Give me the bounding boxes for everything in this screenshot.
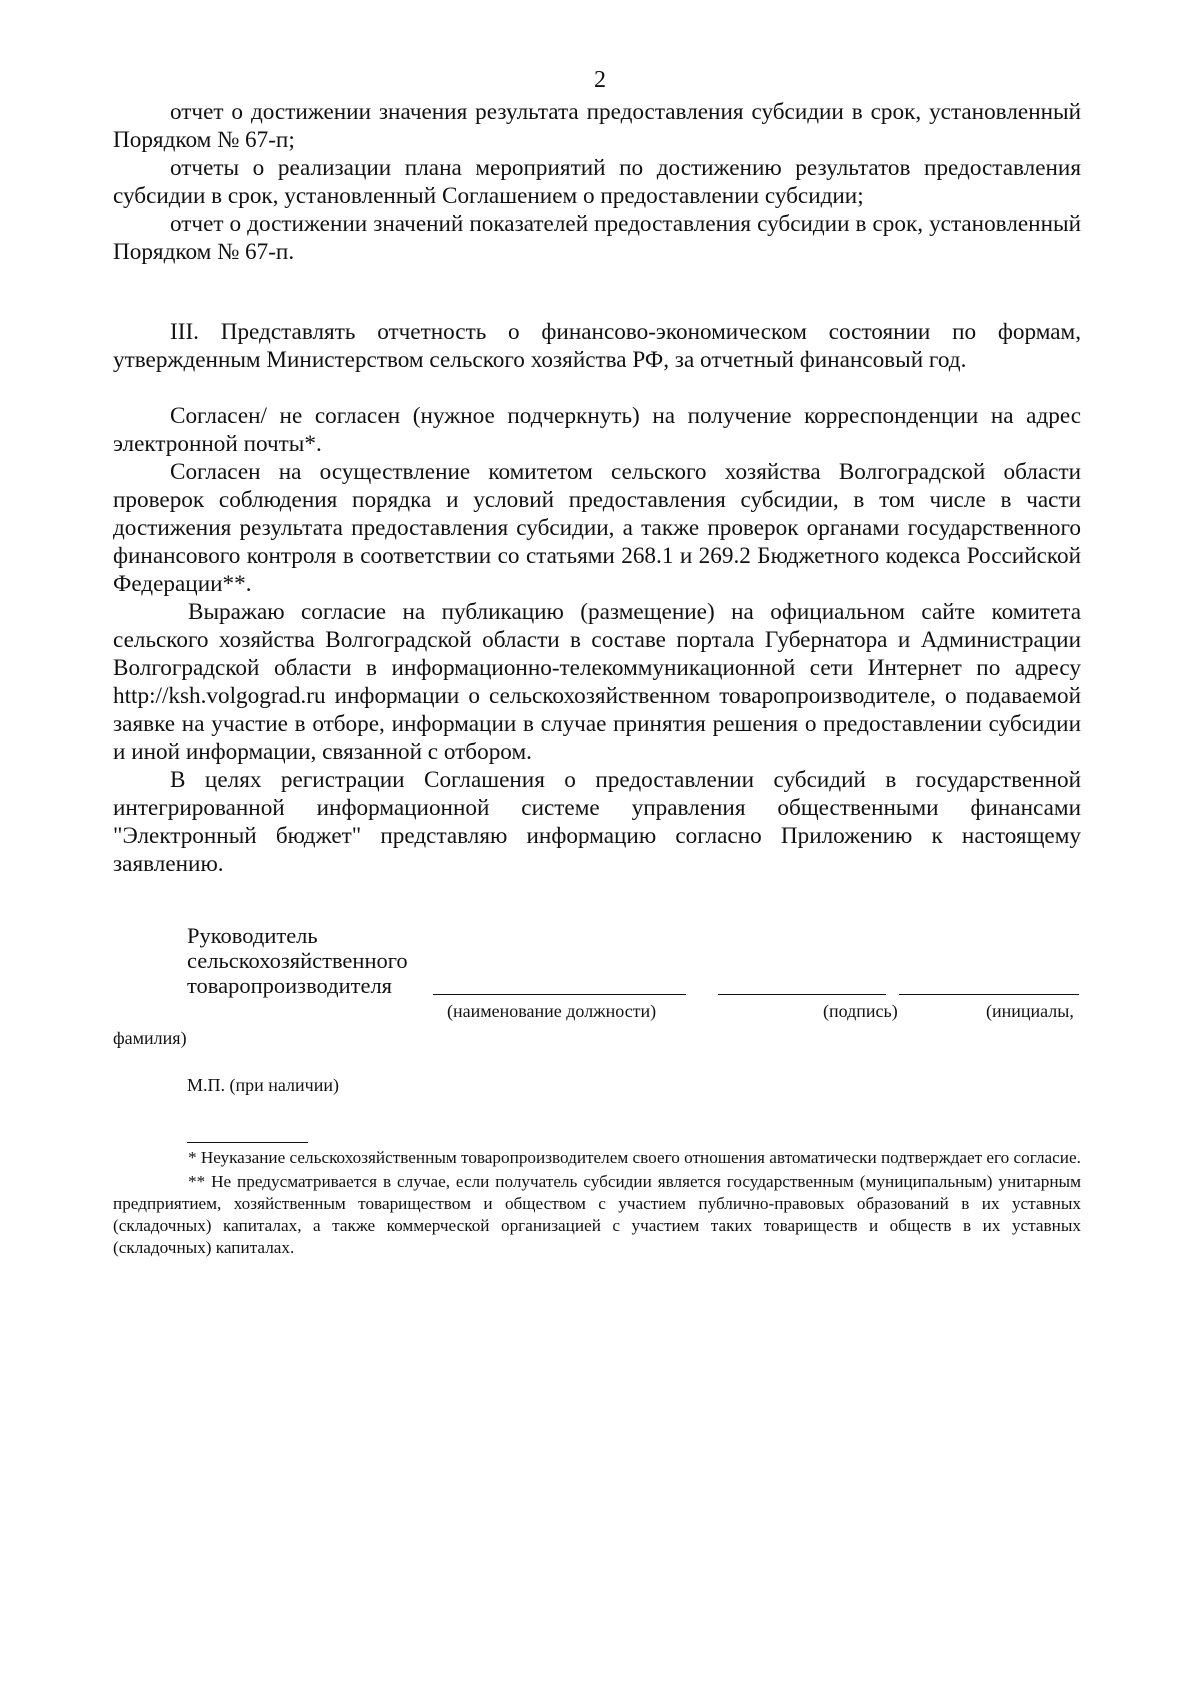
signer-title [187, 923, 408, 998]
publication-consent-paragraph: Выражаю согласие на публикацию (размещение) на официальном сайте комитета сельского хозяйства Волгоградской области в составе портала Губернатора и Администрации Волгоградской области в информационно-телекоммуникационной сети Интернет по адресу http://ksh.volgograd.ru информации о сельскохозяйственном товаропроизводителе, о подаваемой заявке на участие в отборе, информации в случае принятия решения о предоставлении субсидии и иной информации, связанной с отбором. [113, 599, 1081, 765]
report-plan-item: отчеты о реализации плана мероприятий по достижению результатов предоставления субсидии в срок, установленный Соглашением о предоставлении субсидии; [113, 155, 1081, 209]
initials-caption: (инициалы, [986, 1001, 1074, 1021]
footnote-divider [187, 1142, 308, 1143]
section-iii-paragraph: III. Представлять отчетность о финансово-экономическом состоянии по формам, утвержденным Министерством сельского хозяйства РФ, за отчетный финансовый год. [113, 319, 1081, 373]
signer-title-line: Руководитель [187, 923, 318, 948]
signer-title-line: сельскохозяйственного [187, 948, 408, 973]
consents-block [113, 402, 1081, 878]
footnotes [113, 1147, 1081, 1259]
inspection-consent-paragraph: Согласен на осуществление комитетом сельского хозяйства Волгоградской области проверок соблюдения порядка и условий предоставления субсидии, в том числе в части достижения результата предоставления субсидии, а также проверок органами государственного финансового контроля в соответствии со статьями 268.1 и 269.2 Бюджетного кодекса Российской Федерации**. [113, 459, 1081, 597]
registration-paragraph: В целях регистрации Соглашения о предоставлении субсидий в государственной интегрированной информационной системе управления общественными финансами "Электронный бюджет" представляю информацию согласно Приложению к настоящему заявлению. [113, 767, 1081, 877]
footnote-exception: ** Не предусматривается в случае, если получатель субсидии является государственным (муниципальным) унитарным предприятием, хозяйственным товариществом и обществом с участием публично-правовых образований в их уставных (складочных) капиталах, а также коммерческой организацией с участием таких товариществ и обществ в их уставных (складочных) капиталах. [113, 1172, 1081, 1257]
stamp-note: М.П. (при наличии) [187, 1075, 339, 1095]
signature-line [718, 994, 886, 995]
signature-caption: (подпись) [823, 1001, 898, 1021]
footnote-consent: * Неуказание сельскохозяйственным товаропроизводителем своего отношения автоматически подтверждает его согласие. [188, 1148, 1081, 1167]
email-consent-paragraph: Согласен/ не согласен (нужное подчеркнуть) на получение корреспонденции на адрес электронной почты*. [113, 403, 1081, 457]
section-iii [113, 318, 1081, 374]
report-result-item: отчет о достижении значения результата предоставления субсидии в срок, установленный Порядком № 67-п; [113, 99, 1081, 153]
page-number: 2 [594, 67, 606, 93]
surname-caption: фамилия) [113, 1028, 187, 1048]
position-line [433, 994, 686, 995]
signer-title-line: товаропроизводителя [187, 973, 393, 998]
initials-line [899, 994, 1079, 995]
report-indicators-item: отчет о достижении значений показателей предоставления субсидии в срок, установленный Порядком № 67-п. [113, 211, 1081, 265]
reports-list [113, 98, 1081, 266]
position-caption: (наименование должности) [447, 1001, 657, 1021]
